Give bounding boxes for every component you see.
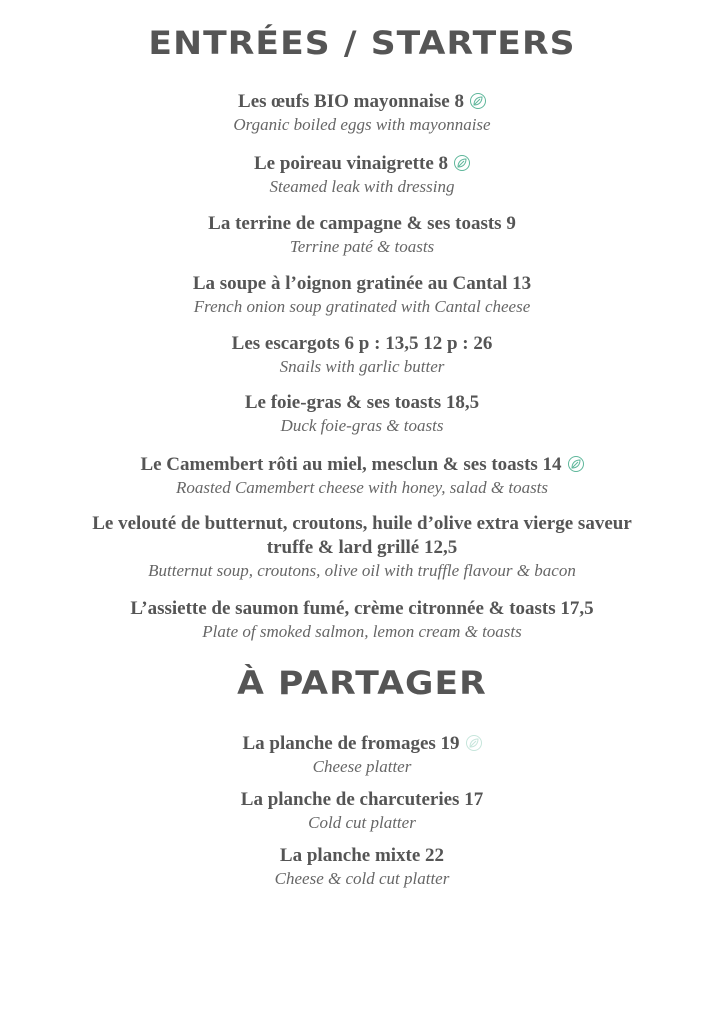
vegetarian-leaf-icon — [454, 155, 470, 171]
vegetarian-leaf-icon — [466, 735, 482, 751]
item-description: French onion soup gratinated with Cantal cheese — [193, 297, 531, 316]
menu-item — [0, 844, 724, 890]
menu-item — [0, 152, 724, 198]
item-description: Butternut soup, croutons, olive oil with truffle flavour & bacon — [148, 561, 576, 580]
vegetarian-leaf-icon — [568, 456, 584, 472]
menu-item — [0, 272, 724, 318]
item-description: Cheese & cold cut platter — [274, 869, 450, 888]
menu-item — [0, 391, 724, 437]
menu-item — [0, 732, 724, 778]
item-description: Roasted Camembert cheese with honey, salad & toasts — [175, 478, 549, 497]
menu-item — [0, 788, 724, 834]
item-name-line2: truffe & lard grillé 12,5 — [266, 537, 458, 558]
item-name: Le Camembert rôti au miel, mesclun & ses toasts 14 — [140, 454, 562, 475]
item-description: Duck foie-gras & toasts — [280, 416, 444, 435]
item-name: Le foie-gras & ses toasts 18,5 — [244, 392, 480, 413]
section-title-sharing: À PARTAGER — [237, 664, 487, 702]
menu-item — [0, 332, 724, 378]
item-description: Terrine paté & toasts — [289, 237, 435, 256]
item-name: La soupe à l’oignon gratinée au Cantal 13 — [192, 273, 532, 294]
menu-item — [0, 597, 724, 643]
menu-item — [0, 512, 724, 582]
item-name-line1: Le velouté de butternut, croutons, huile d’olive extra vierge saveur — [92, 513, 632, 534]
item-description: Cold cut platter — [308, 813, 416, 832]
menu-item — [0, 453, 724, 499]
item-name: Les escargots 6 p : 13,5 12 p : 26 — [231, 333, 493, 354]
item-name: La planche mixte 22 — [279, 845, 445, 866]
item-name: L’assiette de saumon fumé, crème citronnée & toasts 17,5 — [130, 598, 594, 619]
item-description: Plate of smoked salmon, lemon cream & toasts — [202, 622, 522, 641]
item-description: Steamed leak with dressing — [269, 177, 455, 196]
item-description: Cheese platter — [312, 757, 412, 776]
menu-item — [0, 212, 724, 258]
item-name: La terrine de campagne & ses toasts 9 — [208, 213, 516, 234]
item-name: La planche de fromages 19 — [242, 733, 460, 754]
item-description: Snails with garlic butter — [279, 357, 445, 376]
menu-item — [0, 90, 724, 136]
item-description: Organic boiled eggs with mayonnaise — [233, 115, 491, 134]
item-name: Les œufs BIO mayonnaise 8 — [238, 91, 464, 112]
item-name: La planche de charcuteries 17 — [240, 789, 484, 810]
item-name: Le poireau vinaigrette 8 — [253, 153, 449, 174]
vegetarian-leaf-icon — [470, 93, 486, 109]
section-title-starters: ENTRÉES / STARTERS — [148, 24, 576, 62]
